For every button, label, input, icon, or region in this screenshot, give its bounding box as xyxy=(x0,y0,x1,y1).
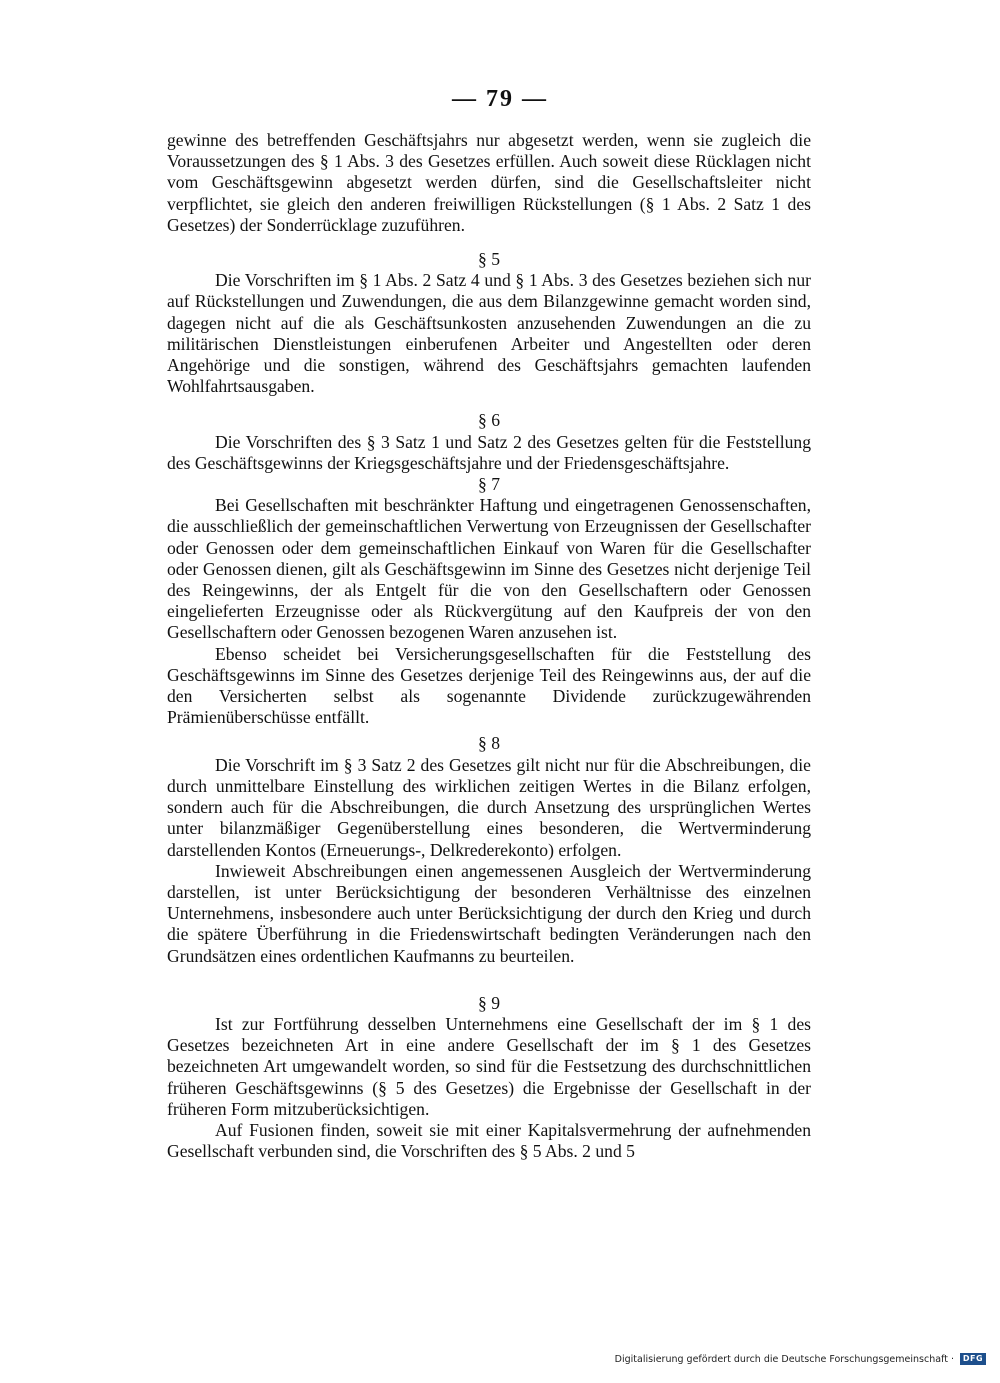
section-7-paragraph-1: Bei Gesellschaften mit beschränkter Haftung und eingetragenen Genossenschaften, die ausschließlich der gemeinschaftlichen Verwertung von Erzeugnissen der Gesellschafter oder Genossen oder dem gemeinschaftlichen Einkauf von Waren für die Gesellschafter oder Genossen dienen, gilt als Geschäftsgewinn im Sinne des Gesetzes nicht derjenige Teil des Reingewinns, der als Entgelt für die von den Gesellschaftern oder Genossen eingelieferten Erzeugnisse oder als Rückvergütung auf den Kaufpreis der von den Gesellschaftern oder Genossen bezogenen Waren anzusehen ist. xyxy=(167,495,811,643)
section-9-paragraph-1: Ist zur Fortführung desselben Unternehmens eine Gesellschaft der im § 1 des Gesetzes bezeichneten Art in eine andere Gesellschaft der im § 1 des Gesetzes bezeichneten Art umgewandelt worden, so sind für die Festsetzung des durchschnittlichen früheren Geschäftsgewinns (§ 5 des Gesetzes) die Ergebnisse der Gesellschaft in der früheren Form mitzuberücksichtigen. xyxy=(167,1013,811,1119)
section-heading-9: § 9 xyxy=(478,992,500,1013)
section-8-paragraph-2: Inwieweit Abschreibungen einen angemessenen Ausgleich der Wertverminderung darstellen, ist unter Berücksichtigung der besonderen Verhältnisse des einzelnen Unternehmens, insbesondere auch unter Berücksichtigung der durch den Krieg und durch die spätere Überführung in die Friedenswirtschaft bedingten Veränderungen nach den Grundsätzen eines ordentlichen Kaufmanns zu beurteilen. xyxy=(167,860,811,966)
footer-credit-text: Digitalisierung gefördert durch die Deutsche Forschungsgemeinschaft · xyxy=(614,1353,954,1365)
section-heading-6: § 6 xyxy=(478,410,500,431)
dfg-logo-icon: DFG xyxy=(960,1353,986,1365)
intro-paragraph: gewinne des betreffenden Geschäftsjahrs nur abgesetzt werden, wenn sie zugleich die Voraussetzungen des § 1 Abs. 3 des Gesetzes erfüllen. Auch soweit diese Rücklagen nicht vom Geschäftsgewinn abgesetzt werden dürfen, sind die Gesellschaftsleiter nicht verpflichtet, sie gleich den anderen freiwilligen Rückstellungen (§ 1 Abs. 2 Satz 1 des Gesetzes) der Sonderrücklage zuzuführen. xyxy=(167,130,811,235)
section-5-paragraph-1: Die Vorschriften im § 1 Abs. 2 Satz 4 und § 1 Abs. 3 des Gesetzes beziehen sich nur auf Rückstellungen und Zuwendungen, die aus dem Bilanzgewinne gemacht worden sind, dagegen nicht auf die als Geschäftsunkosten anzusehenden Zuwendungen an die zu militärischen Dienstleistungen einberufenen Arbeiter und Angestellten oder deren Angehörige und die sonstigen, während des Geschäftsjahrs gemachten laufenden Wohlfahrtsausgaben. xyxy=(167,270,811,397)
digitization-footer xyxy=(615,1353,986,1365)
section-heading-5: § 5 xyxy=(478,249,500,270)
section-7-paragraph-2: Ebenso scheidet bei Versicherungsgesellschaften für die Feststellung des Geschäftsgewinns im Sinne des Gesetzes derjenige Teil des Reingewinns aus, der auf die den Versicherten selbst als sogenannte Dividende zurückzugewährenden Prämienüberschüsse entfällt. xyxy=(167,643,811,728)
page-body xyxy=(167,130,811,1162)
section-heading-7: § 7 xyxy=(478,474,500,495)
section-9-paragraph-2: Auf Fusionen finden, soweit sie mit einer Kapitalsvermehrung der aufnehmenden Gesellschaft verbunden sind, die Vorschriften des § 5 Abs. 2 und 5 xyxy=(167,1119,811,1162)
section-8-paragraph-1: Die Vorschrift im § 3 Satz 2 des Gesetzes gilt nicht nur für die Abschreibungen, die durch unmittelbare Einstellung des wirklichen zeitigen Wertes in die Bilanz erfolgen, sondern auch für die Abschreibungen, die durch Ansetzung des ursprünglichen Wertes unter bilanzmäßiger Gegenüberstellung eines besonderen, die Wertverminderung darstellenden Kontos (Erneuerungs-, Delkrederekonto) erfolgen. xyxy=(167,754,811,860)
page-number: — 79 — xyxy=(452,86,548,112)
section-6-paragraph-1: Die Vorschriften des § 3 Satz 1 und Satz 2 des Gesetzes gelten für die Feststellung des Geschäftsgewinns der Kriegsgeschäftsjahre und der Friedensgeschäftsjahre. xyxy=(167,431,811,473)
section-heading-8: § 8 xyxy=(478,733,500,754)
